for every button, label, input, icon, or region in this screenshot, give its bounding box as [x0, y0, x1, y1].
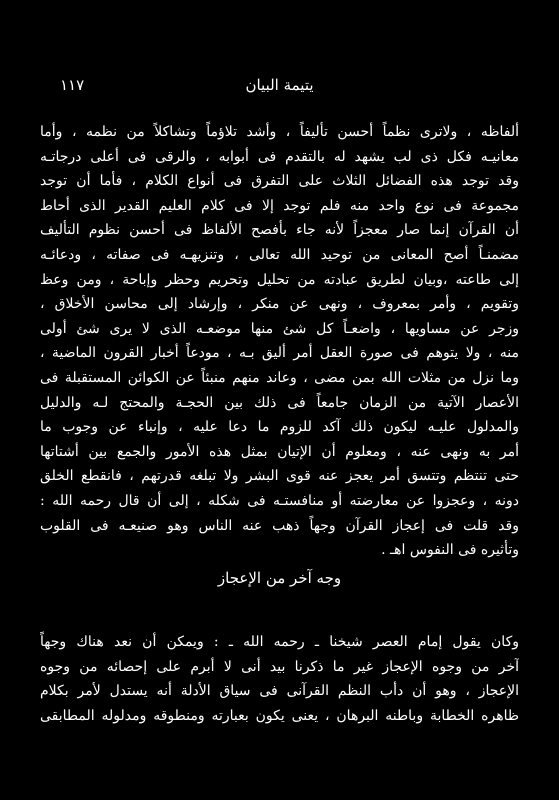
text-line: حتى تنتظم وتتسق أمر يعجز عنه قوى البشر ولا تبلغه قدرتهم ، فانقطع الخلق	[40, 468, 519, 485]
text-line: وما نزل من مثلات الله بمن مضى ، وعاند منهم منبئاً عن الكوائن المستقبلة فى	[40, 369, 519, 386]
text-line: منه ، ولا يتوهم فى صورة العقل أمر أليق بـه ، مودعاً أخبار القرون الماضية ،	[40, 345, 519, 362]
page-header	[60, 76, 499, 100]
running-title: يتيمة البيان	[245, 76, 314, 94]
page-number: ١١٧	[60, 76, 85, 94]
text-line: مجموعة فى نوع واحد منه فلم توجد إلا فى كلام العليم القدير الذى أحاط	[40, 197, 519, 214]
text-line: آخر من وجوه الإعجاز غير ما ذكرنا بيد أنى لا أبرم على إحصائه من وجوه	[40, 658, 519, 675]
second-section-text	[40, 630, 519, 728]
text-line: دونه ، وعجزوا عن معارضته أو منافستـه فى شكله ، إلى أن قال رحمه الله :	[40, 492, 519, 509]
section-heading: وجه آخر من الإعجاز	[217, 568, 342, 587]
text-line: وتقويم ، وأمر بمعروف ، ونهى عن منكر ، وإرشاد إلى محاسن الأخلاق ،	[40, 296, 519, 313]
text-line: وقد توجد هذه الفضائل الثلاث على التفرق فى أنواع الكلام ، فأما أن توجد	[40, 173, 519, 190]
text-line: وزجر عن مساويها ، واضعـاً كل شئ منها موضعـه الذى لا يرى شئ أولى	[40, 320, 519, 337]
text-line: وكان يقول إمام العصر شيخنا ـ رحمه الله ـ : ويمكن أن نعد هناك وجهاً	[40, 634, 519, 650]
text-line: إلى طاعته ،وبيان لطريق عبادته من تحليل وتحريم وحظر وإباحة ، ومن وعظ	[40, 271, 519, 288]
text-line: ظاهره الخطابة وباطنه البرهان ، يعنى يكون بعبارته ومنطوقه ومدلوله المطابقى	[40, 707, 519, 724]
text-line: الإعجاز ، وهو أن دأب النظم القرآنى فى سياق الأدلة أنه يستدل لأمر بكلام	[40, 683, 519, 700]
main-text	[40, 120, 519, 593]
text-line: معانيـه فكل ذى لب يشهد له بالتقدم فى أبوابه ، والرقى فى أعلى درجاتـه	[40, 148, 519, 165]
text-line: أن القرآن إنما صار معجزاً لأنه جاء بأفصح الألفاظ فى أحسن نظوم التأليف	[40, 222, 519, 239]
text-line: والمدلول عليـه ليكون ذلك آكد للزوم ما دعا عليه ، وإنباء عن وجوب ما	[40, 419, 519, 436]
text-line: وتأثيره فى النفوس اهـ .	[381, 542, 519, 559]
text-line: وقد قلت فى إعجاز القرآن وجهاً ذهب عنه الناس وهو صنيعـه فى القلوب	[40, 517, 519, 534]
text-line: ألفاظه ، ولاترى نظماً أحسن تأليفاً ، وأشد تلاؤماً وتشاكلاً من نظمه ، وأما	[40, 124, 519, 140]
text-line: الأعصار الآتية من الزمان جامعاً فى ذلك بين الحجـة والمحتج لـه والدليل	[40, 394, 519, 411]
text-line: مضمنـاً أصح المعانى من توحيد الله تعالى ، وتنزيهـه فى صفاته ، ودعائـه	[40, 246, 519, 263]
text-line: أمر به ونهى عنه ، ومعلوم أن الإتيان بمثل هذه الأمور والجمع بين أشتاتها	[40, 443, 519, 460]
